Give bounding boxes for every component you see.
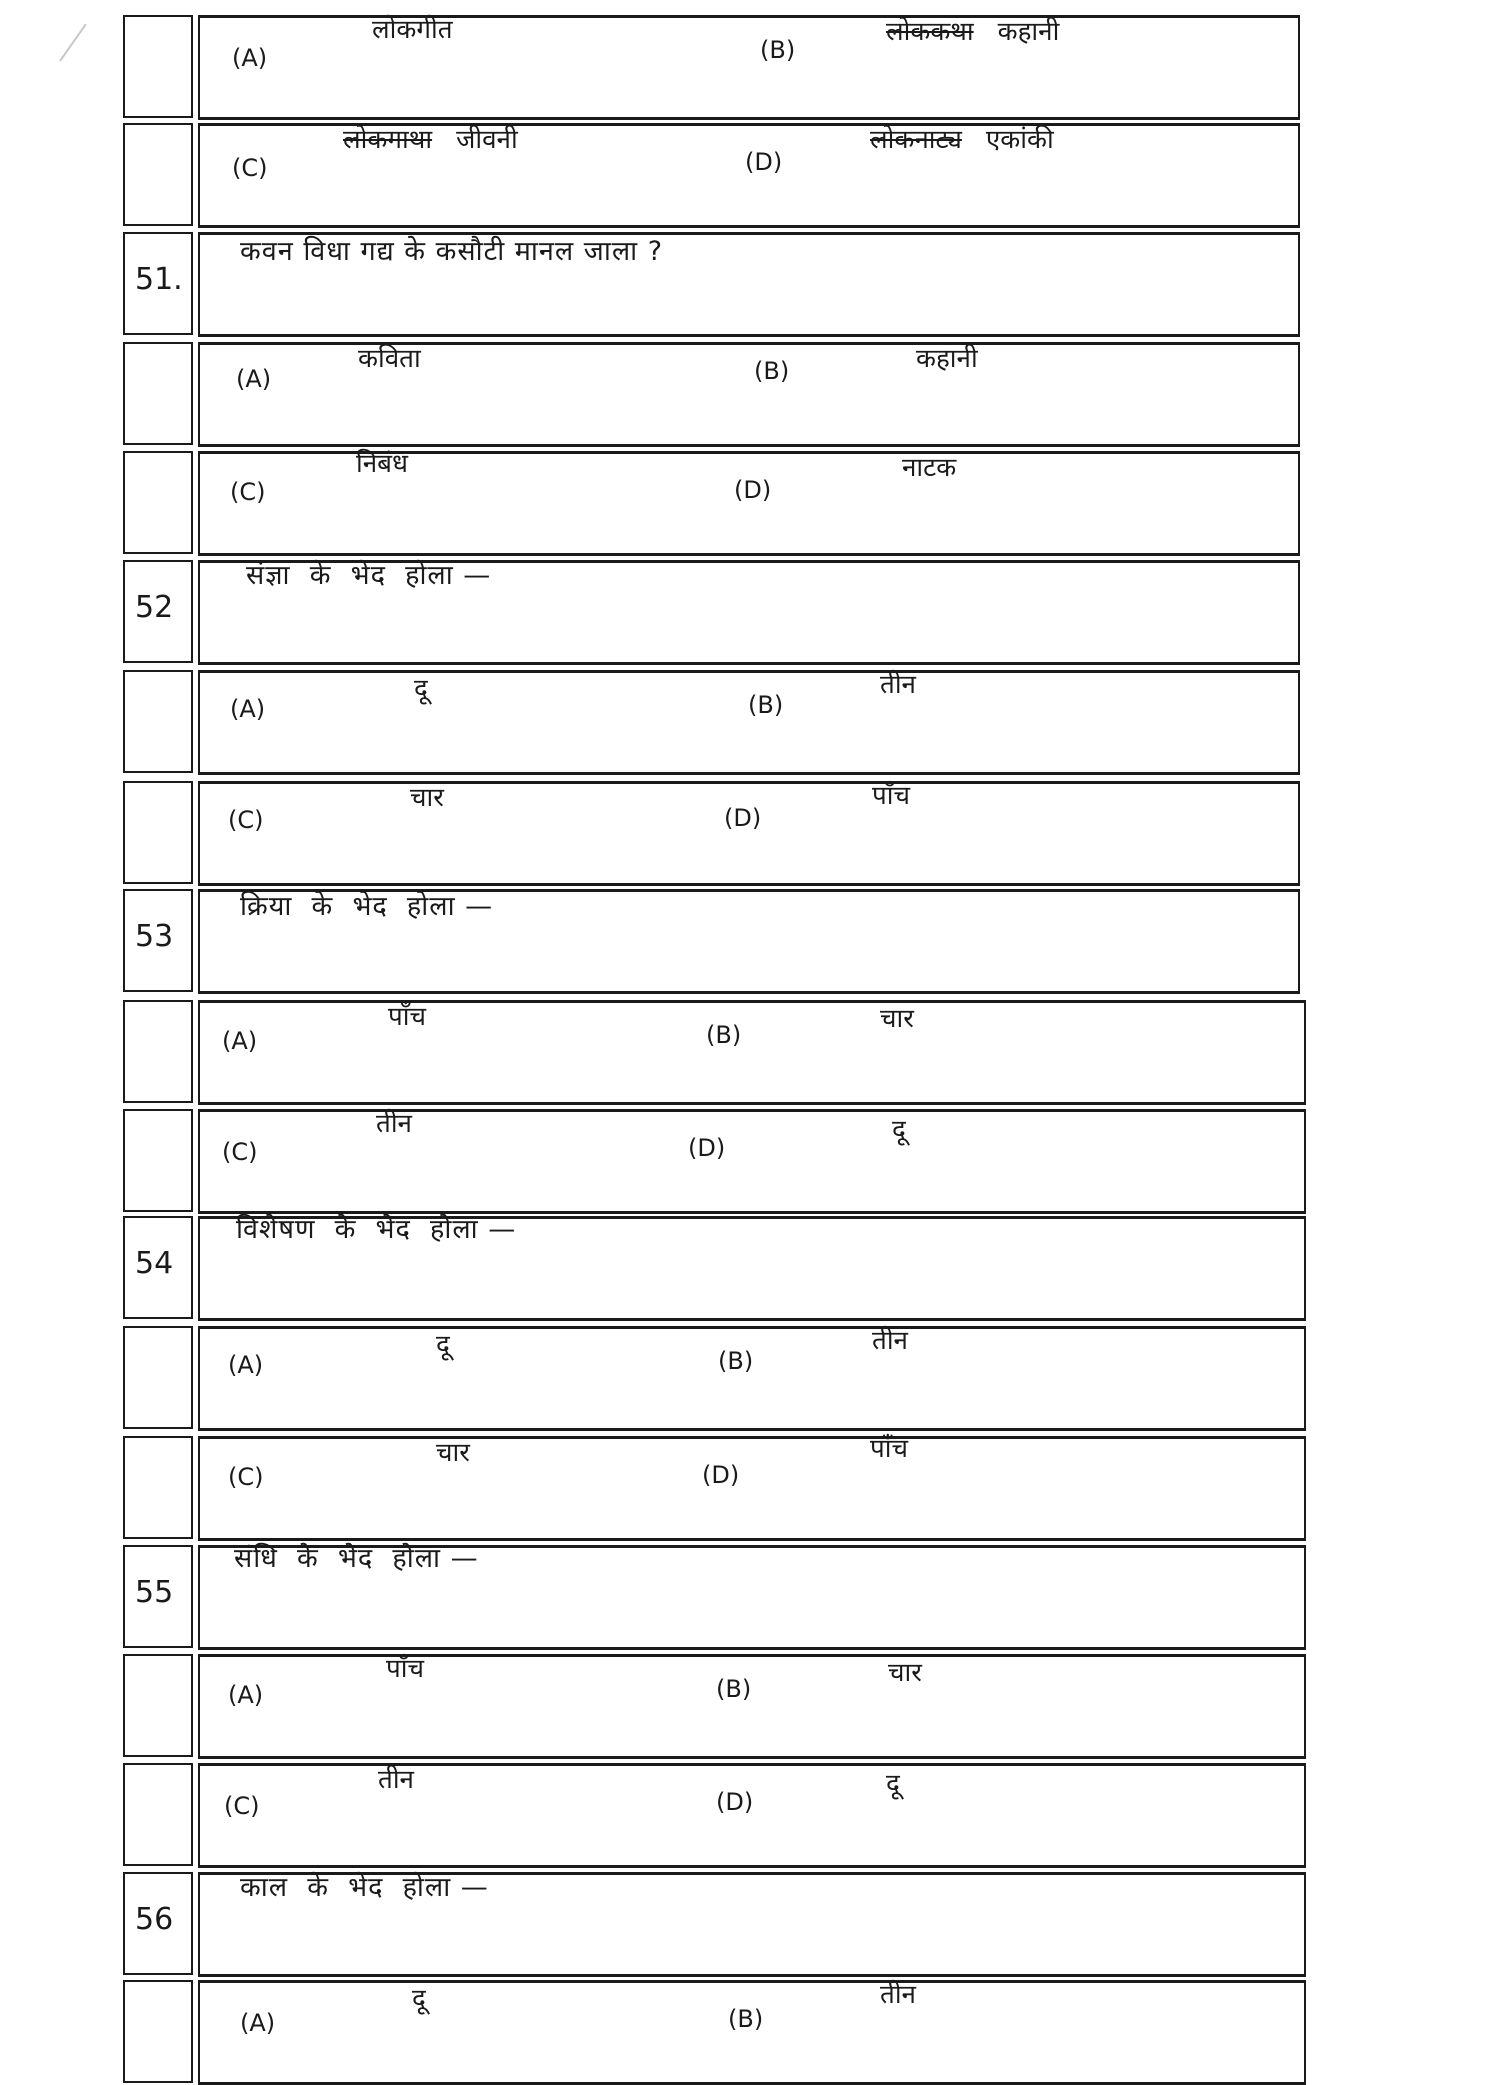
options-row-ab: [0, 1654, 1505, 1755]
option-label-b: (B): [706, 1021, 742, 1049]
option-a-text: लोकगीत: [372, 15, 453, 45]
option-label-c: (C): [230, 478, 266, 506]
option-label-b: (B): [754, 357, 790, 385]
option-label-a: (A): [232, 44, 268, 72]
question-number-cell: [123, 889, 193, 992]
struck-out-text: लोकगाथा: [343, 125, 433, 155]
options-cell: [198, 670, 1300, 775]
question-number-cell: [123, 670, 193, 773]
option-label-a: (A): [228, 1351, 264, 1379]
question-number-cell: [123, 1545, 193, 1648]
option-c-text: चार: [410, 783, 444, 813]
question-number-cell: [123, 1872, 193, 1975]
question-number-cell: [123, 123, 193, 226]
options-cell: [198, 123, 1300, 228]
question-number: 51.: [135, 262, 183, 297]
option-c-text: तीन: [378, 1765, 414, 1795]
options-row-ab: [0, 1326, 1505, 1427]
question-number-cell: [123, 342, 193, 445]
option-c-text: निबंध: [356, 449, 409, 479]
question-text: काल के भेद होला —: [240, 1872, 489, 1903]
options-row-ab: [0, 342, 1505, 443]
question-cell: [198, 889, 1300, 994]
question-cell: [198, 232, 1300, 337]
option-b-text: तीन: [880, 1980, 916, 2010]
question-number: 55: [135, 1575, 174, 1610]
question-number-cell: [123, 781, 193, 884]
option-label-d: (D): [688, 1134, 726, 1162]
question-row-56: [0, 1872, 1505, 1973]
option-label-b: (B): [718, 1347, 754, 1375]
question-text: संधि के भेद होला —: [234, 1543, 479, 1574]
options-row-ab: [0, 15, 1505, 116]
options-row-cd: [0, 781, 1505, 882]
option-label-d: (D): [702, 1461, 740, 1489]
question-number-cell: [123, 1980, 193, 2083]
question-number-cell: [123, 1326, 193, 1429]
option-label-c: (C): [228, 806, 264, 834]
option-b-text: तीन: [872, 1326, 908, 1356]
options-cell: [198, 781, 1300, 886]
question-cell: [198, 560, 1300, 665]
option-label-b: (B): [728, 2005, 764, 2033]
option-a-text: दू: [414, 674, 428, 704]
options-cell: [198, 1654, 1306, 1759]
options-row-ab: [0, 1980, 1505, 2081]
question-cell: [198, 1545, 1306, 1650]
question-cell: [198, 1872, 1306, 1977]
option-label-b: (B): [760, 36, 796, 64]
option-d-text: दू: [886, 1769, 900, 1799]
question-number-cell: [123, 15, 193, 118]
option-label-d: (D): [745, 148, 783, 176]
question-number: 56: [135, 1902, 174, 1937]
options-cell: [198, 1980, 1306, 2085]
options-row-cd: [0, 1436, 1505, 1537]
options-cell: [198, 1326, 1306, 1431]
option-label-c: (C): [228, 1463, 264, 1491]
option-c-text: चार: [436, 1438, 470, 1468]
struck-out-text: लोककथा: [886, 17, 974, 47]
options-cell: [198, 1000, 1306, 1105]
question-number-cell: [123, 451, 193, 554]
option-label-a: (A): [240, 2009, 276, 2037]
option-a-text: दू: [412, 1984, 426, 2014]
option-d-text: नाटक: [902, 453, 957, 483]
question-number-cell: [123, 1436, 193, 1539]
option-label-d: (D): [734, 476, 772, 504]
question-number-cell: [123, 1654, 193, 1757]
options-row-cd: [0, 1763, 1505, 1864]
question-number: 54: [135, 1246, 174, 1281]
options-cell: [198, 451, 1300, 556]
question-text: कवन विधा गद्य के कसौटी मानल जाला ?: [240, 236, 664, 267]
option-label-b: (B): [716, 1675, 752, 1703]
question-row-54: [0, 1216, 1505, 1317]
struck-out-text: लोकनाट्य: [870, 125, 962, 155]
options-row-cd: [0, 451, 1505, 552]
option-label-a: (A): [230, 695, 266, 723]
option-d-text: [870, 120, 1054, 156]
question-number-cell: [123, 1763, 193, 1866]
option-b-text: चार: [888, 1658, 922, 1688]
question-row-51: [0, 232, 1505, 333]
options-row-ab: [0, 1000, 1505, 1101]
option-c-text: तीन: [376, 1109, 412, 1139]
option-c-text: [343, 120, 518, 156]
question-row-55: [0, 1545, 1505, 1646]
option-d-text: दू: [892, 1115, 906, 1145]
question-number-cell: [123, 1216, 193, 1319]
options-cell: [198, 1109, 1306, 1214]
option-b-text: कहानी: [916, 344, 978, 374]
option-b-text: तीन: [880, 670, 916, 700]
corrected-text: कहानी: [997, 17, 1060, 47]
question-row-53: [0, 889, 1505, 990]
corrected-text: जीवनी: [456, 125, 518, 155]
option-a-text: पाँच: [388, 1002, 427, 1032]
options-row-cd: [0, 1109, 1505, 1210]
question-row-52: [0, 560, 1505, 661]
question-cell: [198, 1216, 1306, 1321]
options-cell: [198, 15, 1300, 120]
option-d-text: पाँच: [872, 781, 911, 811]
option-b-text: [886, 12, 1059, 48]
option-label-b: (B): [748, 691, 784, 719]
question-text: संज्ञा के भेद होला —: [246, 560, 492, 591]
option-a-text: दू: [436, 1330, 450, 1360]
option-b-text: चार: [880, 1004, 914, 1034]
option-label-d: (D): [724, 804, 762, 832]
option-a-text: कविता: [358, 344, 421, 374]
option-label-c: (C): [232, 154, 268, 182]
option-label-a: (A): [222, 1027, 258, 1055]
question-number-cell: [123, 232, 193, 335]
question-number-cell: [123, 560, 193, 663]
option-label-a: (A): [236, 365, 272, 393]
options-row-ab: [0, 670, 1505, 771]
question-number: 53: [135, 919, 174, 954]
options-cell: [198, 342, 1300, 447]
question-number: 52: [135, 590, 174, 625]
options-cell: [198, 1763, 1306, 1868]
corrected-text: एकांकी: [985, 125, 1054, 155]
option-label-c: (C): [224, 1792, 260, 1820]
question-number-cell: [123, 1000, 193, 1103]
question-text: क्रिया के भेद होला —: [240, 891, 494, 922]
option-label-d: (D): [716, 1788, 754, 1816]
question-text: विशेषण के भेद होला —: [236, 1214, 517, 1245]
option-label-c: (C): [222, 1138, 258, 1166]
question-number-cell: [123, 1109, 193, 1212]
options-cell: [198, 1436, 1306, 1541]
option-label-a: (A): [228, 1681, 264, 1709]
option-a-text: पाँच: [386, 1654, 425, 1684]
option-d-text: पाँच: [870, 1434, 909, 1464]
options-row-cd: [0, 123, 1505, 224]
